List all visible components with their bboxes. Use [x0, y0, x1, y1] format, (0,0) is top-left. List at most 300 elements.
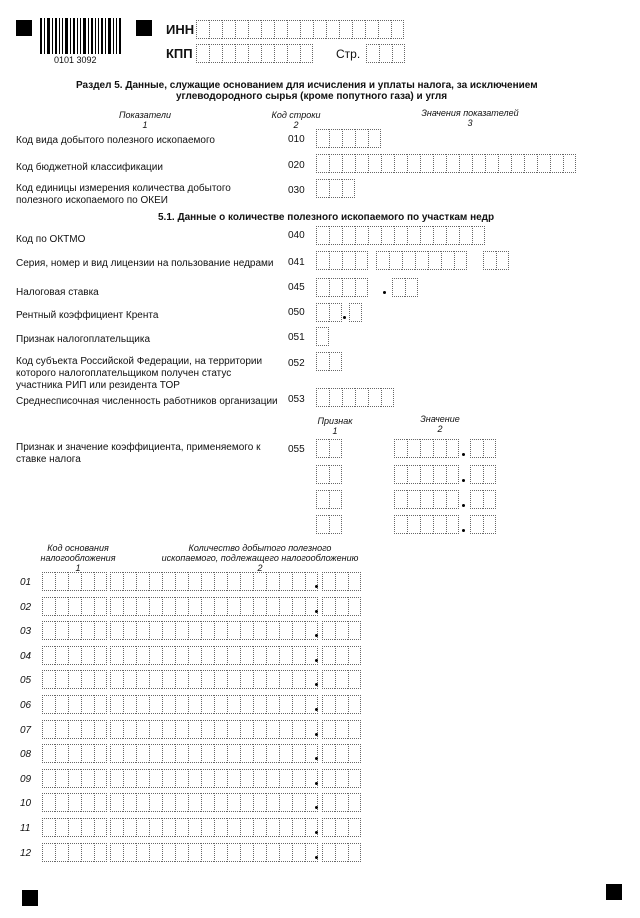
kpp-field[interactable] [196, 44, 313, 63]
input-cell[interactable] [305, 793, 318, 812]
input-cell[interactable] [279, 597, 292, 616]
quantity-frac-field[interactable] [322, 843, 361, 862]
input-cell[interactable] [279, 695, 292, 714]
base-code-field[interactable] [42, 572, 107, 591]
input-cell[interactable] [329, 154, 342, 173]
input-cell[interactable] [355, 154, 368, 173]
input-cell[interactable] [394, 515, 407, 534]
input-cell[interactable] [279, 843, 292, 862]
input-cell[interactable] [392, 44, 405, 63]
input-cell[interactable] [55, 670, 68, 689]
input-cell[interactable] [253, 695, 266, 714]
input-cell[interactable] [110, 695, 123, 714]
input-cell[interactable] [300, 44, 313, 63]
input-cell[interactable] [348, 646, 361, 665]
input-cell[interactable] [136, 597, 149, 616]
input-cell[interactable] [322, 572, 335, 591]
input-cell[interactable] [407, 226, 420, 245]
input-cell[interactable] [391, 20, 404, 39]
input-cell[interactable] [162, 744, 175, 763]
input-cell[interactable] [355, 129, 368, 148]
input-cell[interactable] [253, 818, 266, 837]
input-cell[interactable] [348, 670, 361, 689]
input-cell[interactable] [149, 621, 162, 640]
input-cell[interactable] [123, 646, 136, 665]
input-cell[interactable] [394, 226, 407, 245]
input-cell[interactable] [292, 843, 305, 862]
input-cell[interactable] [68, 670, 81, 689]
quantity-int-field[interactable] [110, 621, 318, 640]
input-cell[interactable] [94, 695, 107, 714]
input-cell[interactable] [305, 843, 318, 862]
taxpayer-sign-field[interactable] [316, 327, 329, 346]
input-cell[interactable] [55, 597, 68, 616]
input-cell[interactable] [261, 20, 274, 39]
input-cell[interactable] [292, 621, 305, 640]
input-cell[interactable] [55, 720, 68, 739]
input-cell[interactable] [305, 646, 318, 665]
input-cell[interactable] [355, 388, 368, 407]
input-cell[interactable] [110, 572, 123, 591]
input-cell[interactable] [348, 818, 361, 837]
input-cell[interactable] [335, 818, 348, 837]
input-cell[interactable] [322, 597, 335, 616]
quantity-int-field[interactable] [110, 818, 318, 837]
input-cell[interactable] [162, 843, 175, 862]
input-cell[interactable] [335, 843, 348, 862]
input-cell[interactable] [162, 818, 175, 837]
coef-value-frac-3[interactable] [470, 490, 496, 509]
quantity-frac-field[interactable] [322, 744, 361, 763]
input-cell[interactable] [511, 154, 524, 173]
input-cell[interactable] [201, 621, 214, 640]
input-cell[interactable] [420, 515, 433, 534]
input-cell[interactable] [136, 769, 149, 788]
input-cell[interactable] [349, 303, 362, 322]
input-cell[interactable] [253, 572, 266, 591]
input-cell[interactable] [123, 621, 136, 640]
input-cell[interactable] [329, 388, 342, 407]
input-cell[interactable] [123, 843, 136, 862]
base-code-field[interactable] [42, 695, 107, 714]
input-cell[interactable] [342, 154, 355, 173]
input-cell[interactable] [329, 251, 342, 270]
input-cell[interactable] [483, 251, 496, 270]
input-cell[interactable] [316, 154, 329, 173]
input-cell[interactable] [149, 818, 162, 837]
quantity-frac-field[interactable] [322, 572, 361, 591]
input-cell[interactable] [123, 695, 136, 714]
input-cell[interactable] [201, 597, 214, 616]
input-cell[interactable] [42, 769, 55, 788]
input-cell[interactable] [292, 572, 305, 591]
input-cell[interactable] [335, 793, 348, 812]
input-cell[interactable] [68, 597, 81, 616]
input-cell[interactable] [42, 572, 55, 591]
input-cell[interactable] [355, 226, 368, 245]
input-cell[interactable] [235, 20, 248, 39]
input-cell[interactable] [201, 670, 214, 689]
input-cell[interactable] [214, 572, 227, 591]
input-cell[interactable] [188, 572, 201, 591]
input-cell[interactable] [214, 670, 227, 689]
input-cell[interactable] [94, 769, 107, 788]
input-cell[interactable] [305, 670, 318, 689]
krent-int-field[interactable] [316, 303, 342, 322]
coef-value-frac-1[interactable] [470, 439, 496, 458]
coef-value-int-3[interactable] [394, 490, 459, 509]
input-cell[interactable] [335, 621, 348, 640]
input-cell[interactable] [407, 465, 420, 484]
input-cell[interactable] [524, 154, 537, 173]
input-cell[interactable] [214, 843, 227, 862]
license-series-field[interactable] [316, 251, 368, 270]
input-cell[interactable] [214, 621, 227, 640]
input-cell[interactable] [253, 843, 266, 862]
input-cell[interactable] [123, 597, 136, 616]
coef-sign-field-3[interactable] [316, 490, 342, 509]
input-cell[interactable] [433, 226, 446, 245]
input-cell[interactable] [292, 695, 305, 714]
input-cell[interactable] [266, 818, 279, 837]
quantity-frac-field[interactable] [322, 720, 361, 739]
input-cell[interactable] [81, 695, 94, 714]
input-cell[interactable] [446, 439, 459, 458]
input-cell[interactable] [316, 439, 329, 458]
input-cell[interactable] [188, 793, 201, 812]
input-cell[interactable] [420, 439, 433, 458]
input-cell[interactable] [342, 179, 355, 198]
quantity-int-field[interactable] [110, 744, 318, 763]
input-cell[interactable] [68, 769, 81, 788]
input-cell[interactable] [335, 572, 348, 591]
input-cell[interactable] [227, 597, 240, 616]
okei-code-field[interactable] [316, 179, 355, 198]
input-cell[interactable] [279, 720, 292, 739]
input-cell[interactable] [81, 769, 94, 788]
input-cell[interactable] [227, 843, 240, 862]
input-cell[interactable] [266, 670, 279, 689]
input-cell[interactable] [279, 769, 292, 788]
input-cell[interactable] [162, 769, 175, 788]
input-cell[interactable] [235, 44, 248, 63]
input-cell[interactable] [162, 597, 175, 616]
coef-sign-field-4[interactable] [316, 515, 342, 534]
quantity-frac-field[interactable] [322, 793, 361, 812]
quantity-frac-field[interactable] [322, 695, 361, 714]
input-cell[interactable] [322, 621, 335, 640]
input-cell[interactable] [329, 515, 342, 534]
input-cell[interactable] [227, 720, 240, 739]
input-cell[interactable] [81, 720, 94, 739]
input-cell[interactable] [470, 439, 483, 458]
input-cell[interactable] [123, 769, 136, 788]
mineral-type-code-field[interactable] [316, 129, 381, 148]
input-cell[interactable] [316, 352, 329, 371]
input-cell[interactable] [81, 843, 94, 862]
input-cell[interactable] [240, 670, 253, 689]
input-cell[interactable] [162, 670, 175, 689]
quantity-int-field[interactable] [110, 670, 318, 689]
input-cell[interactable] [342, 226, 355, 245]
input-cell[interactable] [175, 572, 188, 591]
input-cell[interactable] [227, 818, 240, 837]
input-cell[interactable] [279, 744, 292, 763]
input-cell[interactable] [240, 572, 253, 591]
input-cell[interactable] [305, 572, 318, 591]
input-cell[interactable] [175, 793, 188, 812]
input-cell[interactable] [292, 720, 305, 739]
base-code-field[interactable] [42, 843, 107, 862]
input-cell[interactable] [266, 621, 279, 640]
input-cell[interactable] [459, 226, 472, 245]
quantity-int-field[interactable] [110, 646, 318, 665]
input-cell[interactable] [316, 129, 329, 148]
input-cell[interactable] [175, 843, 188, 862]
input-cell[interactable] [149, 597, 162, 616]
input-cell[interactable] [123, 670, 136, 689]
coef-value-int-4[interactable] [394, 515, 459, 534]
input-cell[interactable] [348, 744, 361, 763]
input-cell[interactable] [175, 720, 188, 739]
input-cell[interactable] [329, 352, 342, 371]
input-cell[interactable] [420, 226, 433, 245]
license-number-field[interactable] [376, 251, 467, 270]
input-cell[interactable] [407, 490, 420, 509]
input-cell[interactable] [348, 695, 361, 714]
input-cell[interactable] [300, 20, 313, 39]
input-cell[interactable] [110, 670, 123, 689]
input-cell[interactable] [162, 695, 175, 714]
input-cell[interactable] [94, 793, 107, 812]
input-cell[interactable] [342, 251, 355, 270]
input-cell[interactable] [110, 646, 123, 665]
input-cell[interactable] [222, 44, 235, 63]
input-cell[interactable] [433, 154, 446, 173]
base-code-field[interactable] [42, 670, 107, 689]
input-cell[interactable] [175, 621, 188, 640]
quantity-int-field[interactable] [110, 843, 318, 862]
input-cell[interactable] [305, 720, 318, 739]
input-cell[interactable] [389, 251, 402, 270]
employee-count-field[interactable] [316, 388, 394, 407]
input-cell[interactable] [402, 251, 415, 270]
input-cell[interactable] [240, 621, 253, 640]
input-cell[interactable] [322, 793, 335, 812]
input-cell[interactable] [274, 20, 287, 39]
input-cell[interactable] [446, 490, 459, 509]
input-cell[interactable] [175, 646, 188, 665]
input-cell[interactable] [55, 621, 68, 640]
input-cell[interactable] [175, 597, 188, 616]
input-cell[interactable] [94, 646, 107, 665]
input-cell[interactable] [368, 388, 381, 407]
input-cell[interactable] [81, 572, 94, 591]
input-cell[interactable] [316, 490, 329, 509]
input-cell[interactable] [149, 720, 162, 739]
input-cell[interactable] [392, 278, 405, 297]
input-cell[interactable] [175, 670, 188, 689]
base-code-field[interactable] [42, 818, 107, 837]
input-cell[interactable] [394, 490, 407, 509]
input-cell[interactable] [305, 744, 318, 763]
input-cell[interactable] [188, 597, 201, 616]
input-cell[interactable] [381, 154, 394, 173]
input-cell[interactable] [162, 621, 175, 640]
input-cell[interactable] [227, 670, 240, 689]
input-cell[interactable] [305, 695, 318, 714]
input-cell[interactable] [329, 129, 342, 148]
input-cell[interactable] [498, 154, 511, 173]
coef-value-frac-2[interactable] [470, 465, 496, 484]
input-cell[interactable] [175, 744, 188, 763]
input-cell[interactable] [81, 818, 94, 837]
input-cell[interactable] [253, 597, 266, 616]
input-cell[interactable] [420, 490, 433, 509]
input-cell[interactable] [342, 129, 355, 148]
input-cell[interactable] [446, 154, 459, 173]
input-cell[interactable] [329, 303, 342, 322]
input-cell[interactable] [196, 20, 209, 39]
input-cell[interactable] [279, 572, 292, 591]
input-cell[interactable] [292, 793, 305, 812]
input-cell[interactable] [446, 465, 459, 484]
input-cell[interactable] [227, 646, 240, 665]
input-cell[interactable] [316, 179, 329, 198]
input-cell[interactable] [68, 695, 81, 714]
input-cell[interactable] [110, 597, 123, 616]
input-cell[interactable] [279, 670, 292, 689]
input-cell[interactable] [266, 769, 279, 788]
input-cell[interactable] [188, 769, 201, 788]
input-cell[interactable] [483, 515, 496, 534]
input-cell[interactable] [316, 465, 329, 484]
input-cell[interactable] [68, 793, 81, 812]
input-cell[interactable] [253, 670, 266, 689]
input-cell[interactable] [227, 621, 240, 640]
input-cell[interactable] [292, 670, 305, 689]
input-cell[interactable] [240, 646, 253, 665]
input-cell[interactable] [222, 20, 235, 39]
input-cell[interactable] [454, 251, 467, 270]
input-cell[interactable] [55, 695, 68, 714]
input-cell[interactable] [316, 226, 329, 245]
base-code-field[interactable] [42, 793, 107, 812]
input-cell[interactable] [240, 843, 253, 862]
oktmo-field[interactable] [316, 226, 485, 245]
coef-value-int-2[interactable] [394, 465, 459, 484]
quantity-frac-field[interactable] [322, 769, 361, 788]
input-cell[interactable] [149, 670, 162, 689]
input-cell[interactable] [55, 769, 68, 788]
input-cell[interactable] [407, 515, 420, 534]
input-cell[interactable] [348, 720, 361, 739]
input-cell[interactable] [149, 769, 162, 788]
input-cell[interactable] [110, 818, 123, 837]
input-cell[interactable] [352, 20, 365, 39]
quantity-int-field[interactable] [110, 572, 318, 591]
quantity-frac-field[interactable] [322, 597, 361, 616]
input-cell[interactable] [188, 720, 201, 739]
input-cell[interactable] [394, 154, 407, 173]
input-cell[interactable] [313, 20, 326, 39]
input-cell[interactable] [420, 154, 433, 173]
input-cell[interactable] [407, 439, 420, 458]
input-cell[interactable] [335, 769, 348, 788]
input-cell[interactable] [81, 646, 94, 665]
input-cell[interactable] [149, 843, 162, 862]
input-cell[interactable] [348, 843, 361, 862]
input-cell[interactable] [214, 646, 227, 665]
input-cell[interactable] [214, 597, 227, 616]
input-cell[interactable] [136, 621, 149, 640]
input-cell[interactable] [378, 20, 391, 39]
input-cell[interactable] [472, 154, 485, 173]
input-cell[interactable] [94, 744, 107, 763]
input-cell[interactable] [240, 769, 253, 788]
base-code-field[interactable] [42, 744, 107, 763]
input-cell[interactable] [188, 670, 201, 689]
input-cell[interactable] [292, 769, 305, 788]
input-cell[interactable] [227, 572, 240, 591]
input-cell[interactable] [292, 646, 305, 665]
input-cell[interactable] [240, 744, 253, 763]
input-cell[interactable] [55, 744, 68, 763]
input-cell[interactable] [136, 744, 149, 763]
input-cell[interactable] [322, 818, 335, 837]
input-cell[interactable] [292, 597, 305, 616]
input-cell[interactable] [305, 769, 318, 788]
input-cell[interactable] [266, 793, 279, 812]
input-cell[interactable] [279, 621, 292, 640]
input-cell[interactable] [68, 843, 81, 862]
input-cell[interactable] [227, 744, 240, 763]
input-cell[interactable] [136, 818, 149, 837]
input-cell[interactable] [81, 597, 94, 616]
input-cell[interactable] [483, 490, 496, 509]
input-cell[interactable] [266, 843, 279, 862]
base-code-field[interactable] [42, 720, 107, 739]
input-cell[interactable] [339, 20, 352, 39]
input-cell[interactable] [266, 646, 279, 665]
input-cell[interactable] [188, 843, 201, 862]
input-cell[interactable] [335, 720, 348, 739]
input-cell[interactable] [446, 226, 459, 245]
input-cell[interactable] [292, 818, 305, 837]
input-cell[interactable] [201, 744, 214, 763]
input-cell[interactable] [433, 439, 446, 458]
quantity-frac-field[interactable] [322, 670, 361, 689]
input-cell[interactable] [348, 793, 361, 812]
input-cell[interactable] [348, 769, 361, 788]
input-cell[interactable] [188, 621, 201, 640]
input-cell[interactable] [209, 44, 222, 63]
input-cell[interactable] [149, 793, 162, 812]
license-type-field[interactable] [483, 251, 509, 270]
input-cell[interactable] [162, 793, 175, 812]
input-cell[interactable] [227, 769, 240, 788]
input-cell[interactable] [433, 515, 446, 534]
input-cell[interactable] [287, 44, 300, 63]
input-cell[interactable] [188, 744, 201, 763]
base-code-field[interactable] [42, 646, 107, 665]
input-cell[interactable] [483, 465, 496, 484]
input-cell[interactable] [123, 793, 136, 812]
input-cell[interactable] [279, 646, 292, 665]
input-cell[interactable] [240, 597, 253, 616]
input-cell[interactable] [253, 720, 266, 739]
input-cell[interactable] [394, 439, 407, 458]
